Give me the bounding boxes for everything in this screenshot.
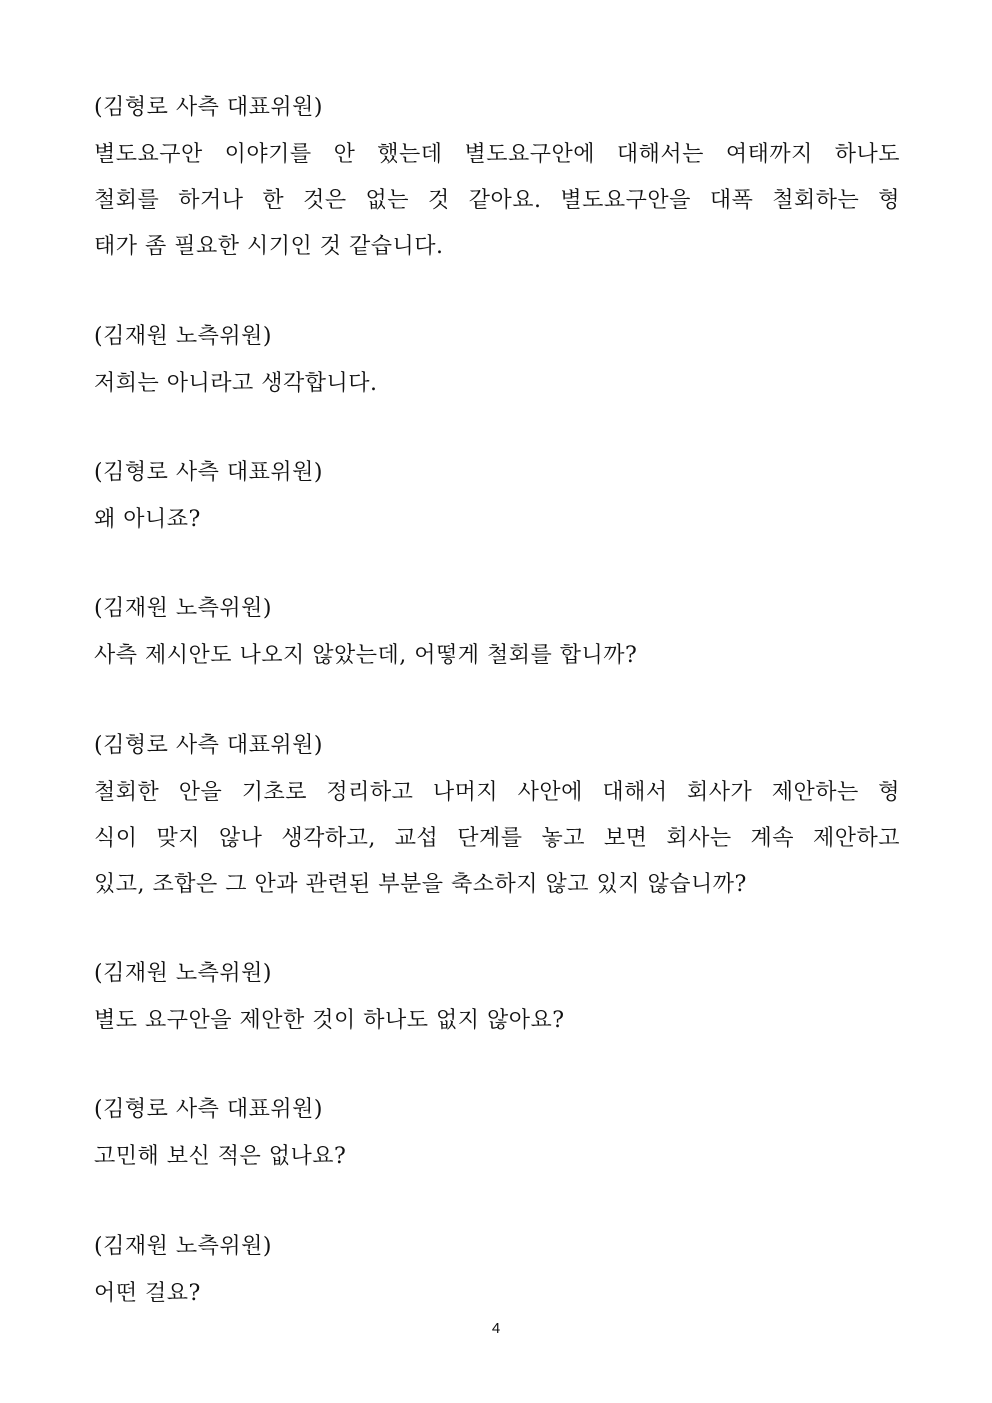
utterance-line: 별도요구안 이야기를 안 했는데 별도요구안에 대해서는 여태까지 하나도 — [94, 142, 900, 167]
utterance-line: 왜 아니죠? — [94, 507, 201, 532]
speaker-label: (김형로 사측 대표위원) — [94, 1097, 323, 1122]
speaker-label: (김재원 노측위원) — [94, 596, 272, 621]
utterance-line: 식이 맞지 않나 생각하고, 교섭 단계를 놓고 보면 회사는 계속 제안하고 — [94, 826, 900, 851]
speaker-label: (김형로 사측 대표위원) — [94, 95, 323, 120]
page-number: 4 — [491, 1320, 501, 1337]
utterance-line: 철회한 안을 기초로 정리하고 나머지 사안에 대해서 회사가 제안하는 형 — [94, 780, 900, 805]
speaker-label: (김형로 사측 대표위원) — [94, 733, 323, 758]
utterance-line: 있고, 조합은 그 안과 관련된 부분을 축소하지 않고 있지 않습니까? — [94, 872, 747, 897]
utterance-line: 어떤 걸요? — [94, 1281, 201, 1306]
utterance-line: 태가 좀 필요한 시기인 것 같습니다. — [94, 234, 444, 259]
speaker-label: (김재원 노측위원) — [94, 1234, 272, 1259]
speaker-label: (김형로 사측 대표위원) — [94, 460, 323, 485]
utterance-line: 별도 요구안을 제안한 것이 하나도 없지 않아요? — [94, 1008, 565, 1033]
utterance-line: 사측 제시안도 나오지 않았는데, 어떻게 철회를 합니까? — [94, 643, 638, 668]
speaker-label: (김재원 노측위원) — [94, 961, 272, 986]
speaker-label: (김재원 노측위원) — [94, 324, 272, 349]
utterance-line: 고민해 보신 적은 없나요? — [94, 1144, 347, 1169]
utterance-line: 철회를 하거나 한 것은 없는 것 같아요. 별도요구안을 대폭 철회하는 형 — [94, 188, 900, 213]
utterance-line: 저희는 아니라고 생각합니다. — [94, 371, 378, 396]
